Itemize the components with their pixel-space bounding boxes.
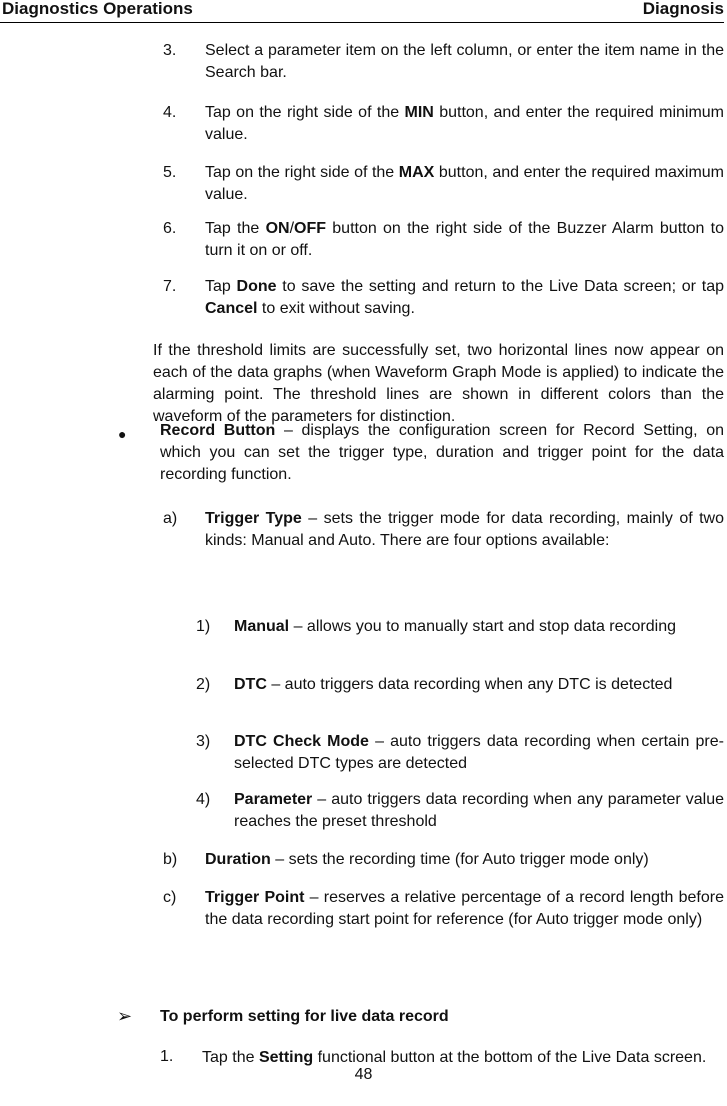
step-number: 7. [163, 278, 177, 295]
trigger-type-text: – sets the trigger mode for data recording, mainly of two kinds: Manual and Auto. There are four options available: [205, 510, 724, 549]
option-text: – auto triggers data recording when any DTC is detected [266, 676, 673, 693]
step-text-run: button, and enter the required maximum value. [205, 164, 725, 203]
record-button-description [160, 420, 724, 486]
record-button-title: Record Button [160, 422, 276, 439]
step-text-pre: Tap the [202, 1049, 259, 1066]
step-text-run: Tap on the right side of the [205, 104, 405, 121]
step-number: 1. [160, 1048, 174, 1065]
arrow-icon: ➢ [117, 1006, 133, 1026]
procedure-heading: To perform setting for live data record [160, 1008, 449, 1025]
step-text-run: to exit without saving. [257, 300, 415, 317]
step-keyword: Cancel [205, 300, 258, 317]
option-number: 4) [196, 791, 211, 808]
option-title: Parameter [234, 791, 313, 808]
step-keyword: Done [236, 278, 277, 295]
sub-item-label: b) [163, 851, 178, 868]
step-text-run: Tap on the right side of the [205, 164, 399, 181]
header-section-title: Diagnostics Operations [2, 0, 193, 18]
duration-text: – sets the recording time (for Auto trigger mode only) [270, 851, 649, 868]
step-text [205, 102, 724, 146]
step-number: 6. [163, 220, 177, 237]
step-keyword: ON [265, 220, 290, 237]
option-number: 1) [196, 618, 211, 635]
page-number: 48 [354, 1066, 373, 1083]
option-text: – allows you to manually start and stop data recording [289, 618, 677, 635]
option-number: 3) [196, 733, 211, 750]
trigger-type-title: Trigger Type [205, 510, 302, 527]
option-title: DTC Check Mode [234, 733, 369, 750]
header-chapter-title: Diagnosis [642, 0, 724, 18]
record-button-text: – displays the configuration screen for Record Setting, on which you can set the trigger type, duration and trigger point for the data recording function. [160, 422, 724, 483]
duration-description [205, 849, 724, 871]
option-dtc-check-mode [234, 731, 724, 775]
option-text: – auto triggers data recording when any parameter value reaches the preset threshold [234, 791, 724, 830]
step-text-run: to save the setting and return to the Live Data screen; or tap [276, 278, 724, 295]
step-keyword: MAX [398, 164, 435, 181]
trigger-type-description [205, 508, 724, 552]
bullet-icon: ● [118, 426, 127, 442]
setting-button-label: Setting [258, 1049, 314, 1066]
trigger-point-text: – reserves a relative percentage of a record length before the data recording start point for reference (for Auto trigger mode only) [205, 889, 725, 928]
step-number: 4. [163, 104, 177, 121]
step-text-run: / [289, 220, 295, 237]
sub-item-label: a) [163, 510, 178, 527]
step-number: 5. [163, 164, 177, 181]
step-text [205, 218, 724, 262]
step-text [205, 40, 724, 84]
threshold-paragraph: If the threshold limits are successfully set, two horizontal lines now appear on each of the data graphs (when Waveform Graph Mode is applied) to indicate the alarming point. The threshold lines are shown in different colors than the waveform of the parameters for distinction. [153, 342, 724, 425]
step-text [205, 162, 724, 206]
sub-item-label: c) [163, 889, 177, 906]
step-keyword: MIN [404, 104, 434, 121]
option-dtc [234, 674, 724, 696]
step-text-run: Select a parameter item on the left column, or enter the item name in the Search bar. [205, 42, 724, 81]
option-manual [234, 616, 724, 638]
trigger-point-description [205, 887, 724, 931]
step-text-run: button on the right side of the Buzzer Alarm button to turn it on or off. [205, 220, 724, 259]
option-number: 2) [196, 676, 211, 693]
step-keyword: OFF [294, 220, 327, 237]
page-header [0, 0, 724, 23]
duration-title: Duration [205, 851, 271, 868]
step-text [205, 276, 724, 320]
step-text-run: button, and enter the required minimum value. [205, 104, 725, 143]
trigger-point-title: Trigger Point [205, 889, 305, 906]
option-title: Manual [234, 618, 290, 635]
step-text-run: Tap the [205, 220, 266, 237]
option-title: DTC [234, 676, 267, 693]
option-parameter [234, 789, 724, 833]
step-text-run: Tap [205, 278, 237, 295]
step-text-post: functional button at the bottom of the Live Data screen. [313, 1049, 707, 1066]
step-number: 3. [163, 42, 177, 59]
option-text: – auto triggers data recording when certain pre-selected DTC types are detected [234, 733, 724, 772]
